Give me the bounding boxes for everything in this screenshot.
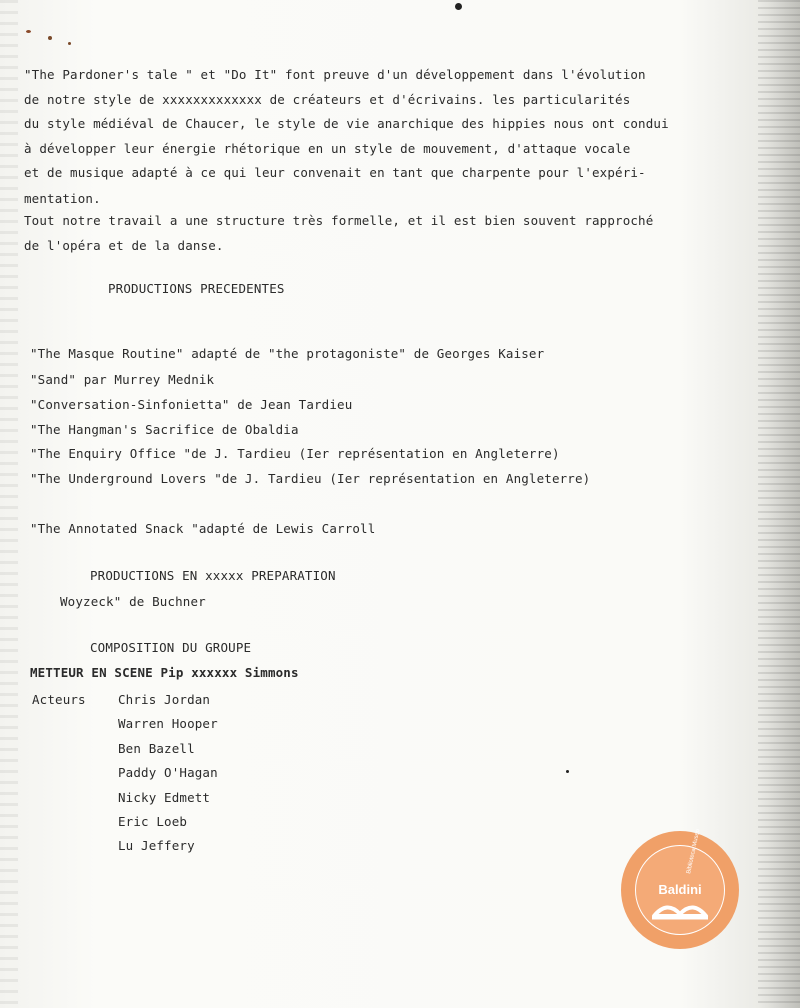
preparation-heading: PRODUCTIONS EN xxxxx PREPARATION: [90, 568, 336, 583]
production-item: "Sand" par Murrey Mednik: [30, 372, 215, 387]
paragraph-line: de notre style de xxxxxxxxxxxxx de créateurs et d'écrivains. les particularités: [24, 92, 631, 107]
paragraph-line: de l'opéra et de la danse.: [24, 238, 224, 253]
ink-speck: [566, 770, 569, 773]
production-item: "The Masque Routine" adapté de "the protagoniste" de Georges Kaiser: [30, 346, 545, 361]
logo-main-text: Baldini: [658, 882, 702, 897]
actor-name: Paddy O'Hagan: [118, 765, 218, 780]
group-heading: COMPOSITION DU GROUPE: [90, 640, 252, 655]
paragraph-line: mentation.: [24, 191, 101, 206]
actors-label: Acteurs: [32, 692, 86, 707]
paragraph-line: et de musique adapté à ce qui leur convenait en tant que charpente pour l'expéri-: [24, 165, 646, 180]
paragraph-line: du style médiéval de Chaucer, le style de vie anarchique des hippies nous ont condui: [24, 116, 669, 131]
actor-name: Eric Loeb: [118, 814, 188, 829]
production-item: "The Hangman's Sacrifice de Obaldia: [30, 422, 299, 437]
actor-name: Warren Hooper: [118, 716, 218, 731]
production-item: "The Enquiry Office "de J. Tardieu (Ier représentation en Angleterre): [30, 446, 560, 461]
production-item: "Conversation-Sinfonietta" de Jean Tardieu: [30, 397, 353, 412]
production-item: "The Underground Lovers "de J. Tardieu (Ier représentation en Angleterre): [30, 471, 591, 486]
actor-name: Ben Bazell: [118, 741, 195, 756]
paragraph-line: "The Pardoner's tale " et "Do It" font preuve d'un développement dans l'évolution: [24, 67, 646, 82]
logo-small-text: Biblioteca Museo: [686, 828, 702, 875]
actor-name: Nicky Edmett: [118, 790, 211, 805]
scan-left-edge: [0, 0, 18, 1008]
scan-right-edge: [758, 0, 800, 1008]
paragraph-line: Tout notre travail a une structure très formelle, et il est bien souvent rapproché: [24, 213, 654, 228]
annotated-production: "The Annotated Snack "adapté de Lewis Carroll: [30, 521, 376, 536]
productions-heading: PRODUCTIONS PRECEDENTES: [108, 281, 285, 296]
ink-speck: [68, 42, 71, 45]
ink-speck: [48, 36, 52, 40]
preparation-item: Woyzeck" de Buchner: [60, 594, 206, 609]
paragraph-line: à développer leur énergie rhétorique en un style de mouvement, d'attaque vocale: [24, 141, 631, 156]
ink-speck: [26, 30, 31, 33]
ink-speck: [455, 3, 462, 10]
actor-name: Chris Jordan: [118, 692, 211, 707]
library-logo: [618, 828, 742, 952]
actor-name: Lu Jeffery: [118, 838, 195, 853]
director-line: METTEUR EN SCENE Pip xxxxxx Simmons: [30, 665, 299, 680]
